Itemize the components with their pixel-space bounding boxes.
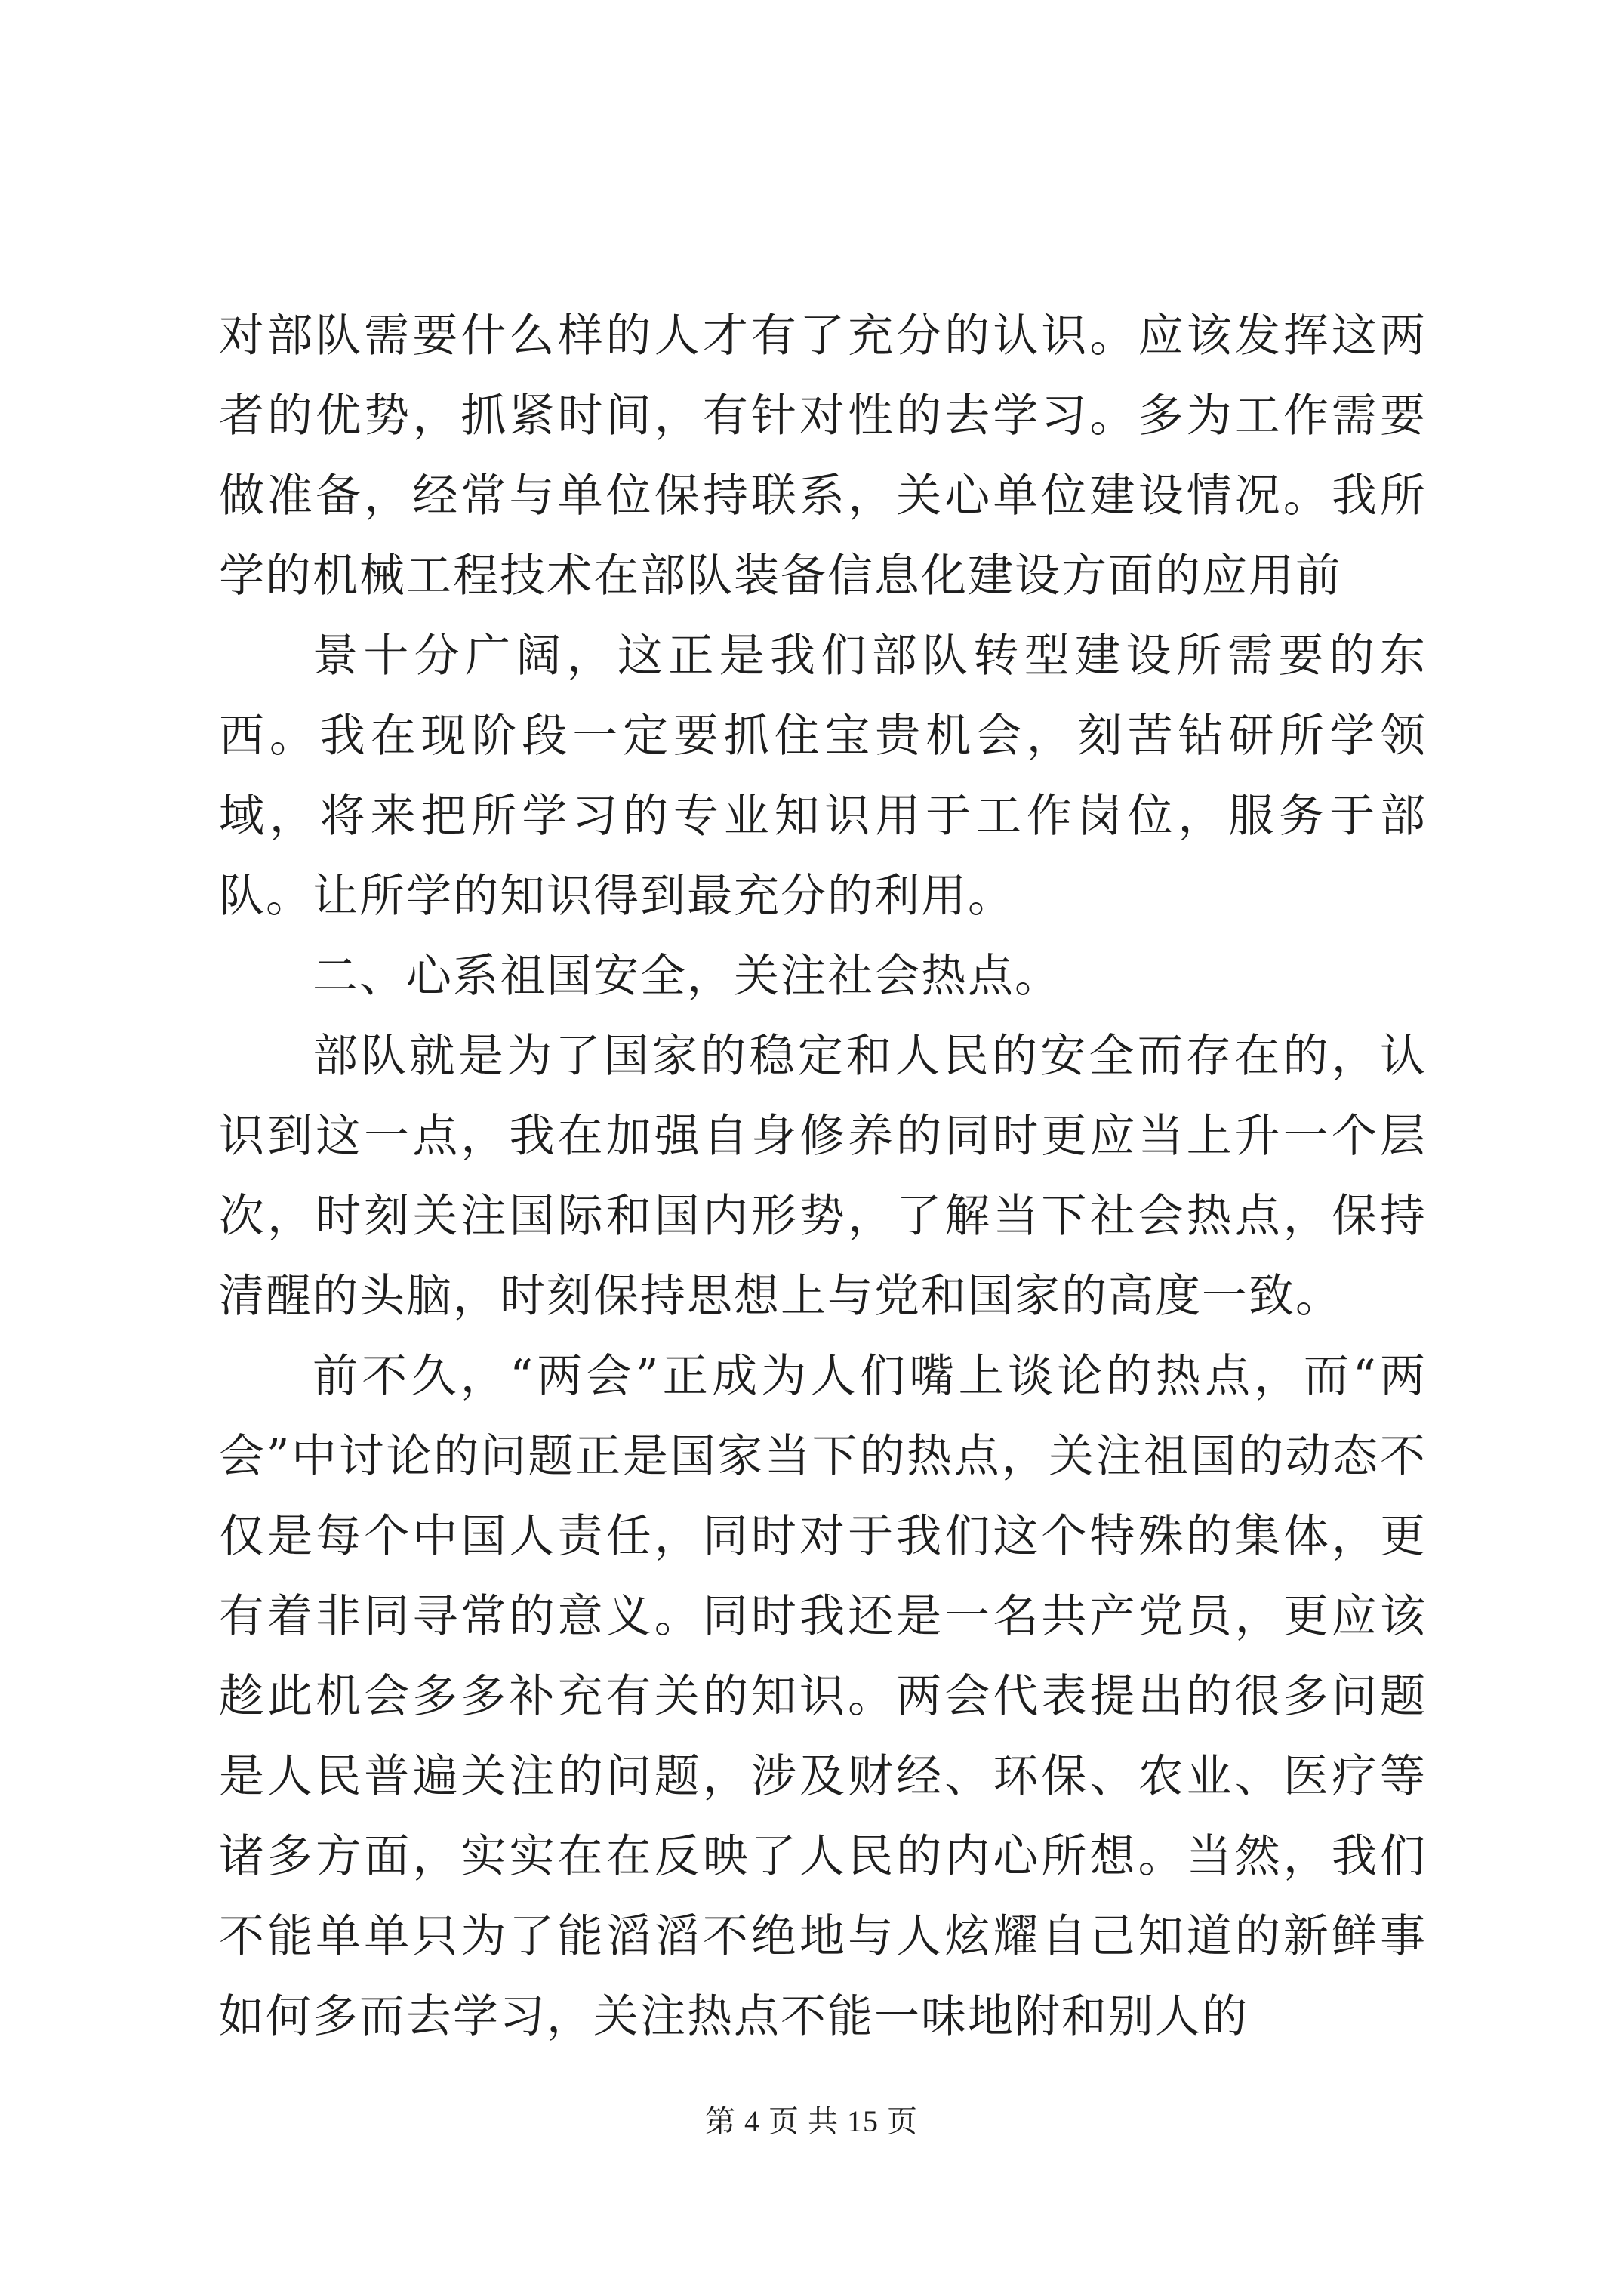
paragraph: 景十分广阔，这正是我们部队转型建设所需要的东西。我在现阶段一定要抓住宝贵机会，刻苦钻研所学领域，将来把所学习的专业知识用于工作岗位，服务于部队。让所学的知识得到最充分的利用。 (219, 630, 1427, 923)
body-text (219, 296, 1427, 2057)
paragraph: 前不久，“两会”正成为人们嘴上谈论的热点，而“两会”中讨论的问题正是国家当下的热点，关注祖国的动态不仅是每个中国人责任，同时对于我们这个特殊的集体，更有着非同寻常的意义。同时我还是一名共产党员，更应该趁此机会多多补充有关的知识。两会代表提出的很多问题是人民普遍关注的问题，涉及财经、环保、农业、医疗等诸多方面，实实在在反映了人民的内心所想。当然，我们不能单单只为了能滔滔不绝地与人炫耀自己知道的新鲜事如何多而去学习，关注热点不能一味地附和别人的 (219, 1350, 1427, 2043)
paragraph-continued: 对部队需要什么样的人才有了充分的认识。应该发挥这两者的优势，抓紧时间，有针对性的去学习。多为工作需要做准备，经常与单位保持联系，关心单位建设情况。我所学的机械工程技术在部队装备信息化建设方面的应用前 (219, 310, 1427, 603)
section-heading: 二、心系祖国安全，关注社会热点。 (313, 950, 1061, 1003)
page-number-footer: 第 4 页 共 15 页 (705, 2104, 918, 2138)
paragraph: 部队就是为了国家的稳定和人民的安全而存在的，认识到这一点，我在加强自身修养的同时更应当上升一个层次，时刻关注国际和国内形势，了解当下社会热点，保持清醒的头脑，时刻保持思想上与党和国家的高度一致。 (219, 1030, 1427, 1323)
